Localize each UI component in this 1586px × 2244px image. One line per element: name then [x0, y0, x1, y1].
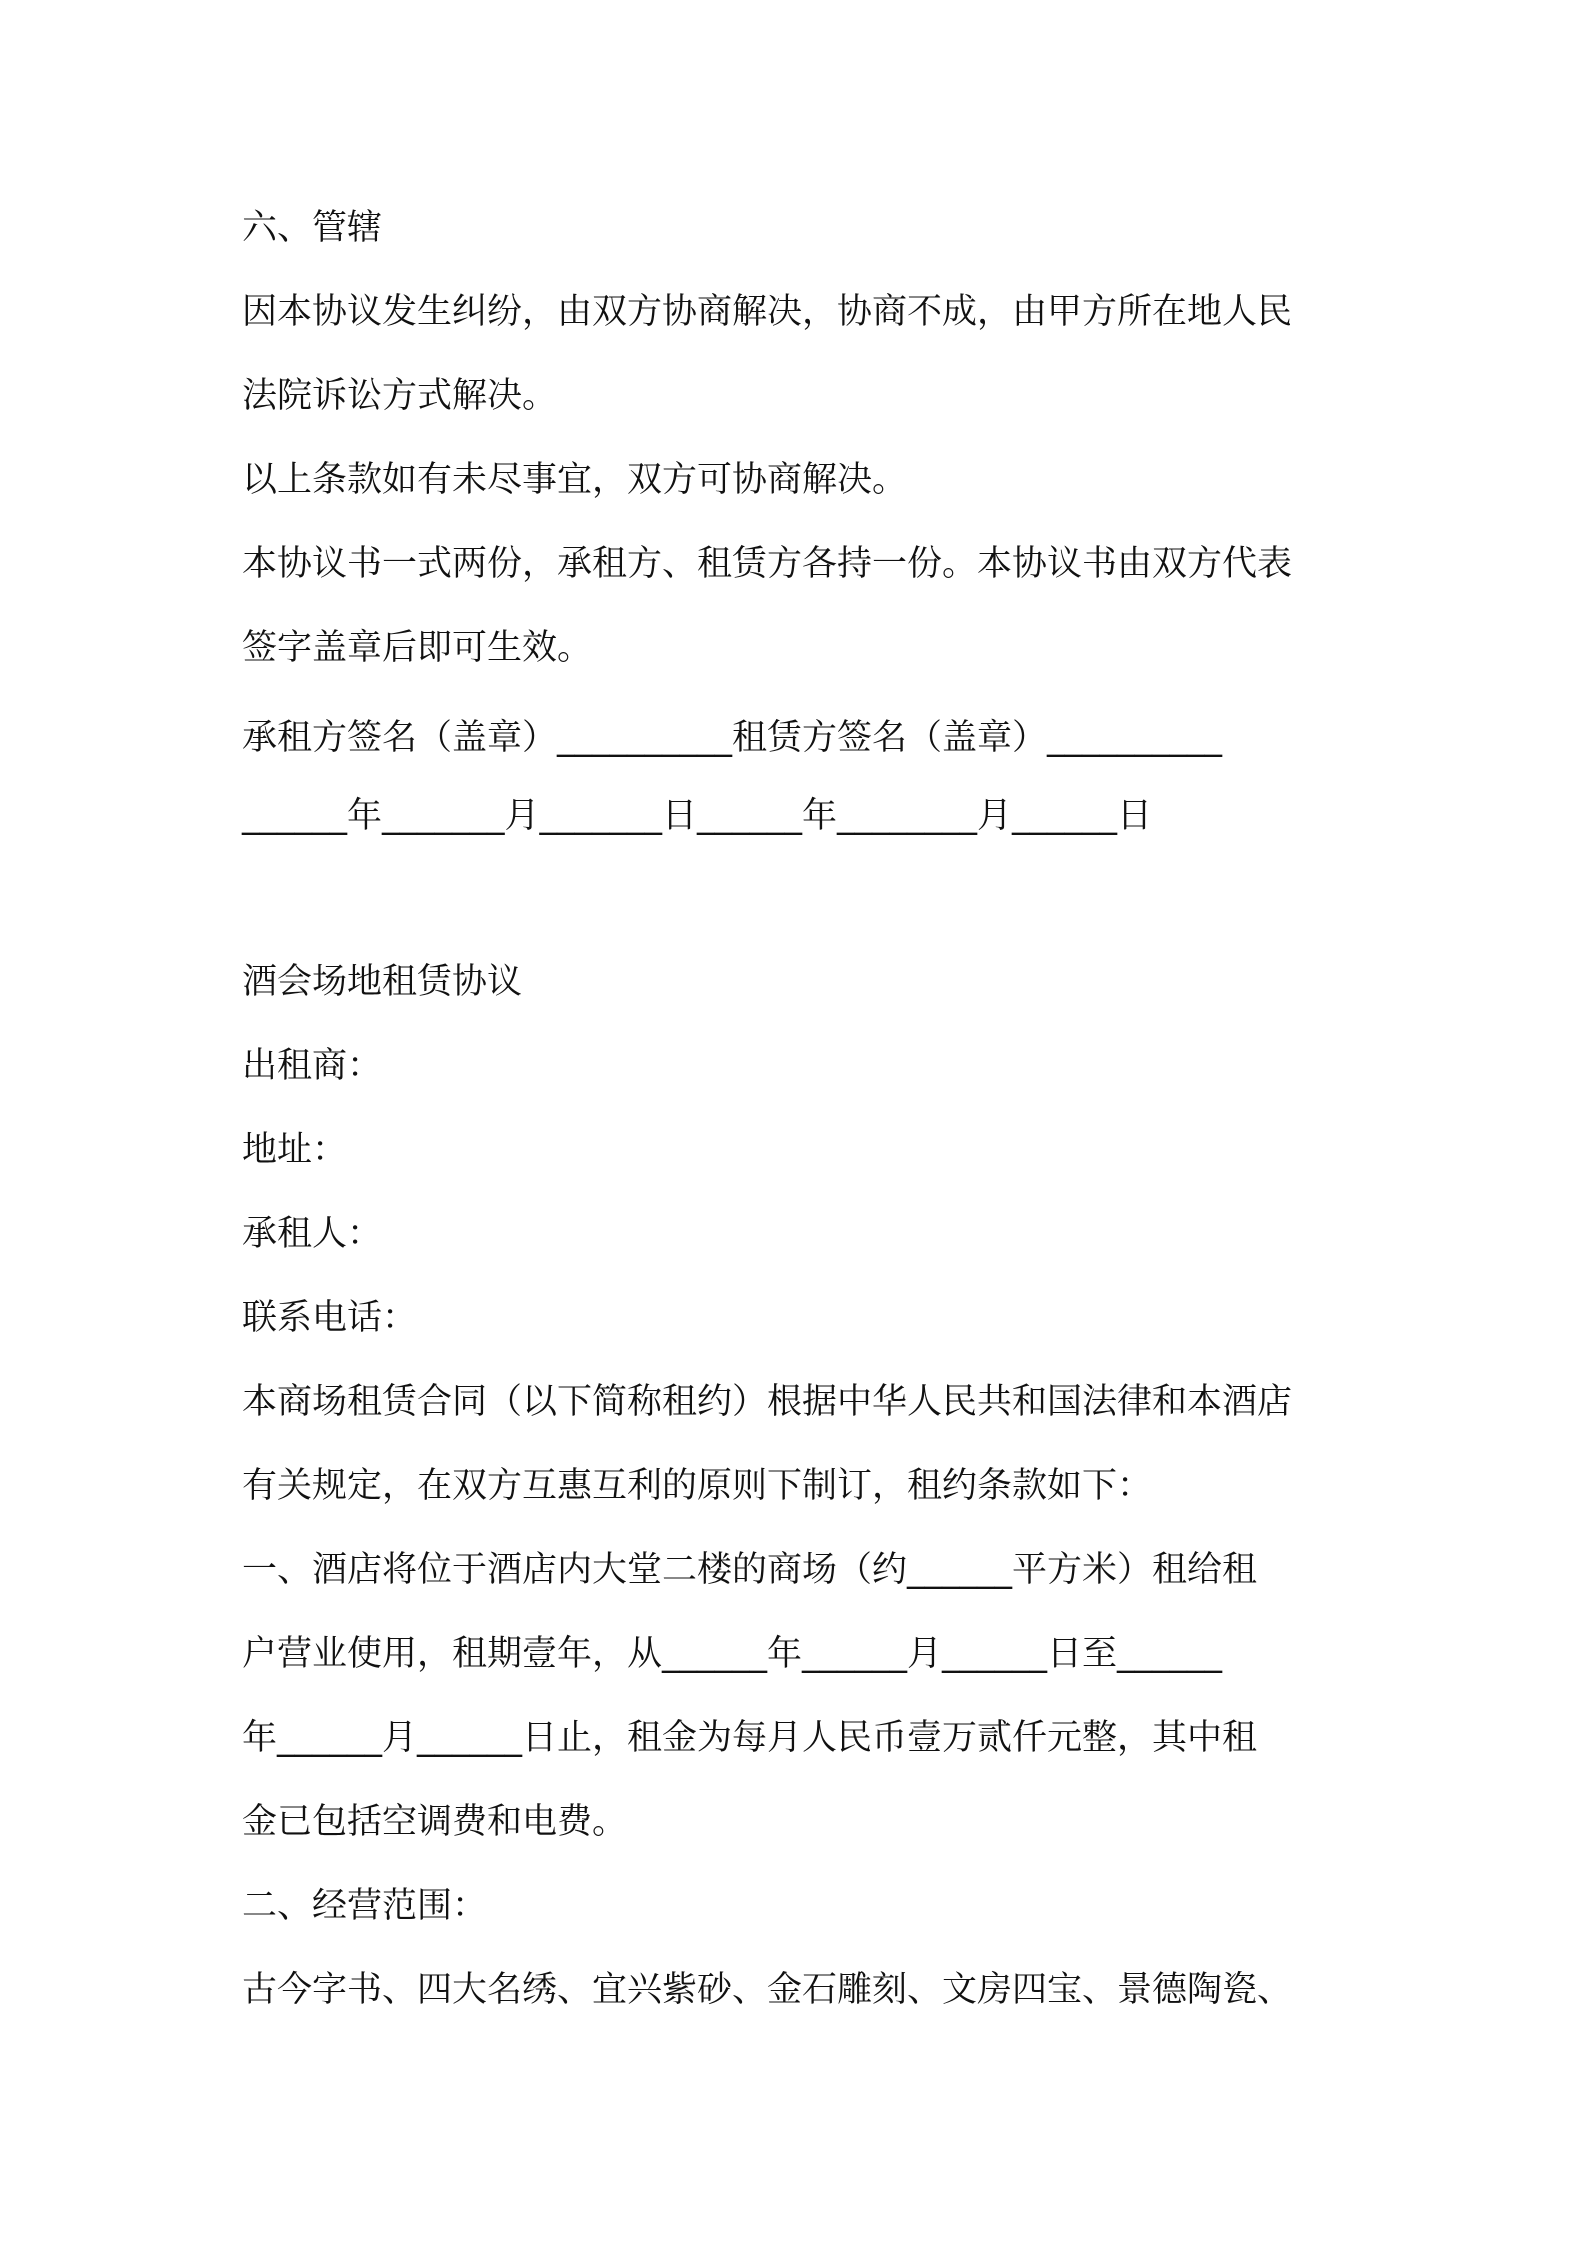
address-field: 地址： — [242, 1130, 348, 1170]
paragraph-line: 有关规定，在双方互惠互利的原则下制订，租约条款如下： — [242, 1466, 1153, 1506]
section-heading-scope: 二、经营范围： — [242, 1886, 488, 1926]
clause-line: 年______月______日止，租金为每月人民币壹万贰仟元整，其中租 — [242, 1718, 1258, 1758]
paragraph-line: 本商场租赁合同（以下简称租约）根据中华人民共和国法律和本酒店 — [242, 1382, 1293, 1422]
paragraph-line: 因本协议发生纠纷，由双方协商解决，协商不成，由甲方所在地人民 — [242, 292, 1293, 332]
paragraph-line: 古今字书、四大名绣、宜兴紫砂、金石雕刻、文房四宝、景德陶瓷、 — [242, 1970, 1293, 2010]
paragraph-line: 签字盖章后即可生效。 — [242, 628, 593, 668]
paragraph-line: 以上条款如有未尽事宜，双方可协商解决。 — [242, 460, 908, 500]
clause-line: 户营业使用，租期壹年，从______年______月______日至______ — [242, 1634, 1223, 1674]
paragraph-line: 法院诉讼方式解决。 — [242, 376, 558, 416]
clause-line: 金已包括空调费和电费。 — [242, 1802, 628, 1842]
agreement-title: 酒会场地租赁协议 — [242, 962, 523, 1002]
clause-line: 一、酒店将位于酒店内大堂二楼的商场（约______平方米）租给租 — [242, 1550, 1258, 1590]
lessor-field: 出租商： — [242, 1046, 383, 1086]
paragraph-line: 本协议书一式两份，承租方、租赁方各持一份。本协议书由双方代表 — [242, 544, 1293, 584]
phone-field: 联系电话： — [242, 1298, 418, 1338]
section-heading-jurisdiction: 六、管辖 — [242, 208, 383, 248]
signature-line: 承租方签名（盖章）__________租赁方签名（盖章）__________ — [242, 718, 1223, 758]
date-line: ______年_______月_______日______年________月______日 — [242, 796, 1153, 836]
lessee-field: 承租人： — [242, 1214, 383, 1254]
